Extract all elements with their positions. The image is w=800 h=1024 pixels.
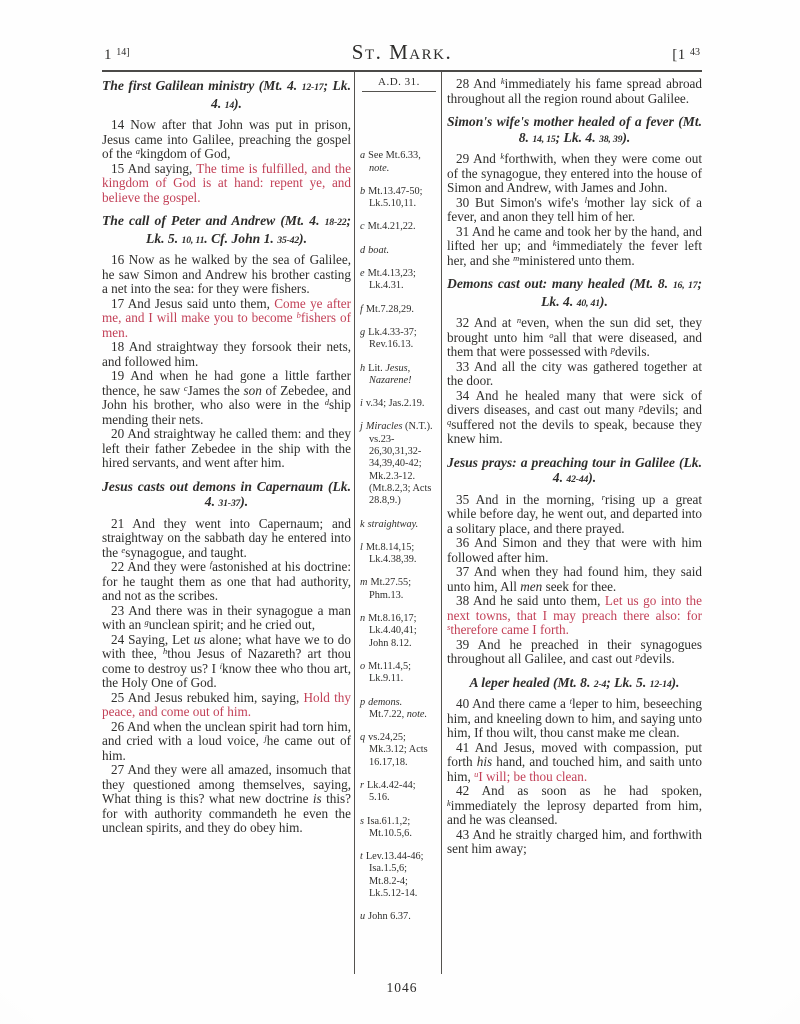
cross-reference-item: s Isa.61.1,2; Mt.10.5,6. <box>360 815 412 839</box>
cross-reference-item: d boat. <box>360 244 390 256</box>
text-columns <box>102 72 702 974</box>
section-heading: Jesus prays: a preaching tour in Galilee (Lk. 4. 42-44). <box>447 454 702 485</box>
reference-letter: o <box>360 660 366 672</box>
verse: 43 And he straitly charged him, and forthwith sent him away; <box>447 826 702 856</box>
reference-letter: h <box>360 362 366 374</box>
verse: 16 Now as he walked by the sea of Galilee, he saw Simon and Andrew his brother casting a net into the sea: for they were fishers. <box>102 252 351 296</box>
reference-letter: e <box>360 268 365 280</box>
reference-letter: d <box>360 244 366 256</box>
verse: 31 And he came and took her by the hand, and lifted her up; and $^k$immediately the fever left her, and she $^m$ministered unto them. <box>447 223 702 268</box>
note-letter: l <box>584 194 587 205</box>
note-letter: p <box>610 344 615 354</box>
section-heading: Demons cast out: many healed (Mt. 8. 16, 17; Lk. 4. 40, 41). <box>447 276 702 309</box>
note-letter: r <box>601 491 605 502</box>
verse: 23 And there was in their synagogue a man with an $^g$unclean spirit; and he cried out, <box>102 602 351 632</box>
verse: 39 And he preached in their synagogues throughout all Galilee, and cast out $^p$devils. <box>447 636 702 666</box>
note-letter: s <box>447 622 451 632</box>
header-right-verse-number: 43 <box>690 47 700 58</box>
reference-letter: c <box>360 221 365 233</box>
reference-letter: g <box>360 326 366 338</box>
section-heading: The first Galilean ministry (Mt. 4. 12-17; Lk. 4. 14). <box>102 78 351 111</box>
note-letter: q <box>447 416 452 427</box>
section-heading: Jesus casts out demons in Capernaum (Lk. 4. 31-37). <box>102 478 351 509</box>
note-letter: o <box>549 329 554 340</box>
verse: 15 And saying, The time is fulfilled, and the kingdom of God is at hand: repent ye, and believe the gospel. <box>102 160 351 205</box>
verse: 19 And when he had gone a little farther thence, he saw $^c$James the son of Zebedee, and John his brother, who also were in the $^d$ship mending their nets. <box>102 368 351 427</box>
cross-reference-item: c Mt.4.21,22. <box>360 221 416 233</box>
note-letter: k <box>500 151 505 161</box>
verse: 30 But Simon's wife's $^l$mother lay sick of a fever, and anon they tell him of her. <box>447 194 702 224</box>
verse: 41 And Jesus, moved with compassion, put forth his hand, and touched him, and saith unto him, $^u$I will; be thou clean. <box>447 739 702 784</box>
reference-letter: a <box>360 150 366 162</box>
reference-letter: q <box>360 732 366 744</box>
note-letter: f <box>209 559 213 569</box>
verse: 20 And straightway he called them: and they left their father Zebedee in the ship with the hired servants, and went after him. <box>102 426 351 470</box>
cross-reference-item: a See Mt.6.33, note. <box>360 150 421 174</box>
cross-reference-item: n Mt.8.16,17; Lk.4.40,41; John 8.12. <box>360 613 417 649</box>
note-letter: h <box>162 646 168 656</box>
verse: 21 And they went into Capernaum; and straightway on the sabbath day he entered into the $^e$synagogue, and taught. <box>102 515 351 560</box>
note-letter: u <box>474 768 479 779</box>
note-letter: b <box>296 310 301 320</box>
reference-letter: s <box>360 815 365 827</box>
note-letter: g <box>144 617 149 627</box>
header-right-reference: [1 $^{43}$ <box>672 47 700 63</box>
reference-letter: t <box>360 851 363 863</box>
section-heading: Simon's wife's mother healed of a fever (Mt. 8. 14, 15; Lk. 4. 38, 39). <box>447 114 702 145</box>
verse: 38 And he said unto them, Let us go into the next towns, that I may preach there also: for $^s$therefore came I forth. <box>447 593 702 637</box>
page-content <box>102 40 702 996</box>
note-letter: k <box>500 76 505 86</box>
verse: 22 And they were $^f$astonished at his doctrine: for he taught them as one that had authority, and not as the scribes. <box>102 559 352 603</box>
reference-letter: l <box>360 541 363 553</box>
verse: 26 And when the unclean spirit had torn him, and cried with a loud voice, $^j$he came out of him. <box>102 718 351 763</box>
note-letter: i <box>219 660 222 671</box>
cross-reference-item: f Mt.7.28,29. <box>360 303 414 315</box>
cross-reference-item: q vs.24,25; Mk.3.12; Acts 16.17,18. <box>360 732 428 768</box>
cross-reference-item: j Miracles (N.T.). vs.23-26,30,31,32-34,39,40-42; Mk.2.3-12. (Mt.8.2,3; Acts 28.8,9.) <box>360 421 433 507</box>
verse: 29 And $^k$forthwith, when they were come out of the synagogue, they entered into the house of Simon and Andrew, with James and John. <box>447 151 702 195</box>
page-number: 1046 <box>386 980 418 995</box>
cross-reference-column <box>354 72 442 974</box>
verse: 33 And all the city was gathered together at the door. <box>447 358 702 388</box>
cross-reference-item: k straightway. <box>360 518 419 530</box>
note-letter: n <box>516 315 522 325</box>
note-letter: e <box>121 544 126 555</box>
note-letter: j <box>264 733 267 743</box>
reference-letter: i <box>360 398 363 410</box>
cross-reference-item: b Mt.13.47-50; Lk.5.10,11. <box>360 185 423 210</box>
verse: 14 Now after that John was put in prison, Jesus came into Galilee, preaching the gospel of the $^a$kingdom of God, <box>102 117 351 161</box>
page-footer <box>102 980 702 996</box>
cross-reference-item: h Lit. Jesus, Nazarene! <box>360 362 412 386</box>
section-heading: A leper healed (Mt. 8. 2-4; Lk. 5. 12-14). <box>469 674 680 690</box>
cross-reference-item: g Lk.4.33-37; Rev.16.13. <box>360 326 417 351</box>
right-text-column <box>442 72 702 974</box>
cross-reference-list <box>360 150 438 923</box>
note-letter: c <box>183 382 188 393</box>
running-header <box>102 40 702 65</box>
verse: 37 And when they had found him, they said unto him, All men seek for thee. <box>447 564 702 594</box>
verse: 36 And Simon and they that were with him followed after him. <box>447 535 702 565</box>
note-letter: p <box>638 402 644 412</box>
note-letter: d <box>324 397 330 407</box>
reference-letter: k <box>360 518 365 530</box>
verse: 17 And Jesus said unto them, Come ye after me, and I will make you to become $^b$fishers of men. <box>102 295 351 340</box>
verse: 24 Saying, Let us alone; what have we to do with thee, $^h$thou Jesus of Nazareth? art thou come to destroy us? I $^i$know thee who thou art, the Holy One of God. <box>102 631 352 690</box>
header-left-reference: 1 $^{14]}$ <box>104 47 130 63</box>
verse: 28 And $^k$immediately his fame spread abroad throughout all the region round about Galilee. <box>447 76 702 106</box>
reference-letter: r <box>360 779 365 791</box>
header-left-verse-number: 14] <box>116 47 130 58</box>
note-letter: k <box>552 238 557 248</box>
reference-letter: n <box>360 613 366 625</box>
reference-letter: j <box>360 421 363 433</box>
cross-reference-item: p demons. Mt.7.22, note. <box>360 696 428 720</box>
note-letter: k <box>447 797 451 808</box>
cross-reference-item: m Mt.27.55; Phm.13. <box>360 577 412 601</box>
cross-reference-item: r Lk.4.42-44; 5.16. <box>360 779 416 804</box>
cross-reference-item: i v.34; Jas.2.19. <box>360 398 425 410</box>
cross-reference-item: l Mt.8.14,15; Lk.4.38,39. <box>360 541 417 566</box>
section-heading: The call of Peter and Andrew (Mt. 4. 18-22; Lk. 5. 10, 11. Cf. John 1. 35-42). <box>102 213 351 246</box>
verse: 32 And at $^n$even, when the sun did set, they brought unto him $^o$all that were diseased, and them that were possessed with $^p$devils. <box>447 315 702 359</box>
reference-letter: u <box>360 911 366 923</box>
reference-letter: f <box>360 303 363 315</box>
cross-reference-item: t Lev.13.44-46; Isa.1.5,6; Mt.8.2-4; Lk.5.12-14. <box>360 851 424 900</box>
left-text-column <box>102 72 354 974</box>
verse: 40 And there came a $^t$leper to him, beseeching him, and kneeling down to him, and saying unto him, If thou wilt, thou canst make me clean. <box>447 696 702 740</box>
book-title: St. Mark. <box>351 40 453 64</box>
note-letter: m <box>513 252 520 263</box>
verse: 34 And he healed many that were sick of divers diseases, and cast out many $^p$devils; and $^q$suffered not the devils to speak, because they knew him. <box>447 387 702 446</box>
verse: 27 And they were all amazed, insomuch that they questioned among themselves, saying, What thing is this? what new doctrine is this? for with authority commandeth he even the unclean spirits, and they do obey him. <box>102 762 351 835</box>
note-letter: a <box>135 146 140 156</box>
cross-reference-item: o Mt.11.4,5; Lk.9.11. <box>360 660 411 685</box>
reference-letter: p <box>360 696 366 708</box>
cross-reference-item: u John 6.37. <box>360 911 411 923</box>
verse: 18 And straightway they forsook their nets, and followed him. <box>102 339 351 369</box>
date-annotation: A.D. 31. <box>362 72 436 92</box>
verse: 25 And Jesus rebuked him, saying, Hold thy peace, and come out of him. <box>102 689 351 719</box>
cross-reference-item: e Mt.4.13,23; Lk.4.31. <box>360 268 416 292</box>
note-letter: t <box>569 696 572 706</box>
reference-letter: m <box>360 577 368 589</box>
verse: 35 And in the morning, $^r$rising up a great while before day, he went out, and departed into a solitary place, and there prayed. <box>447 491 702 536</box>
reference-letter: b <box>360 185 366 197</box>
verse: 42 And as soon as he had spoken, $^k$immediately the leprosy departed from him, and he was cleansed. <box>447 783 702 827</box>
note-letter: p <box>635 651 640 661</box>
